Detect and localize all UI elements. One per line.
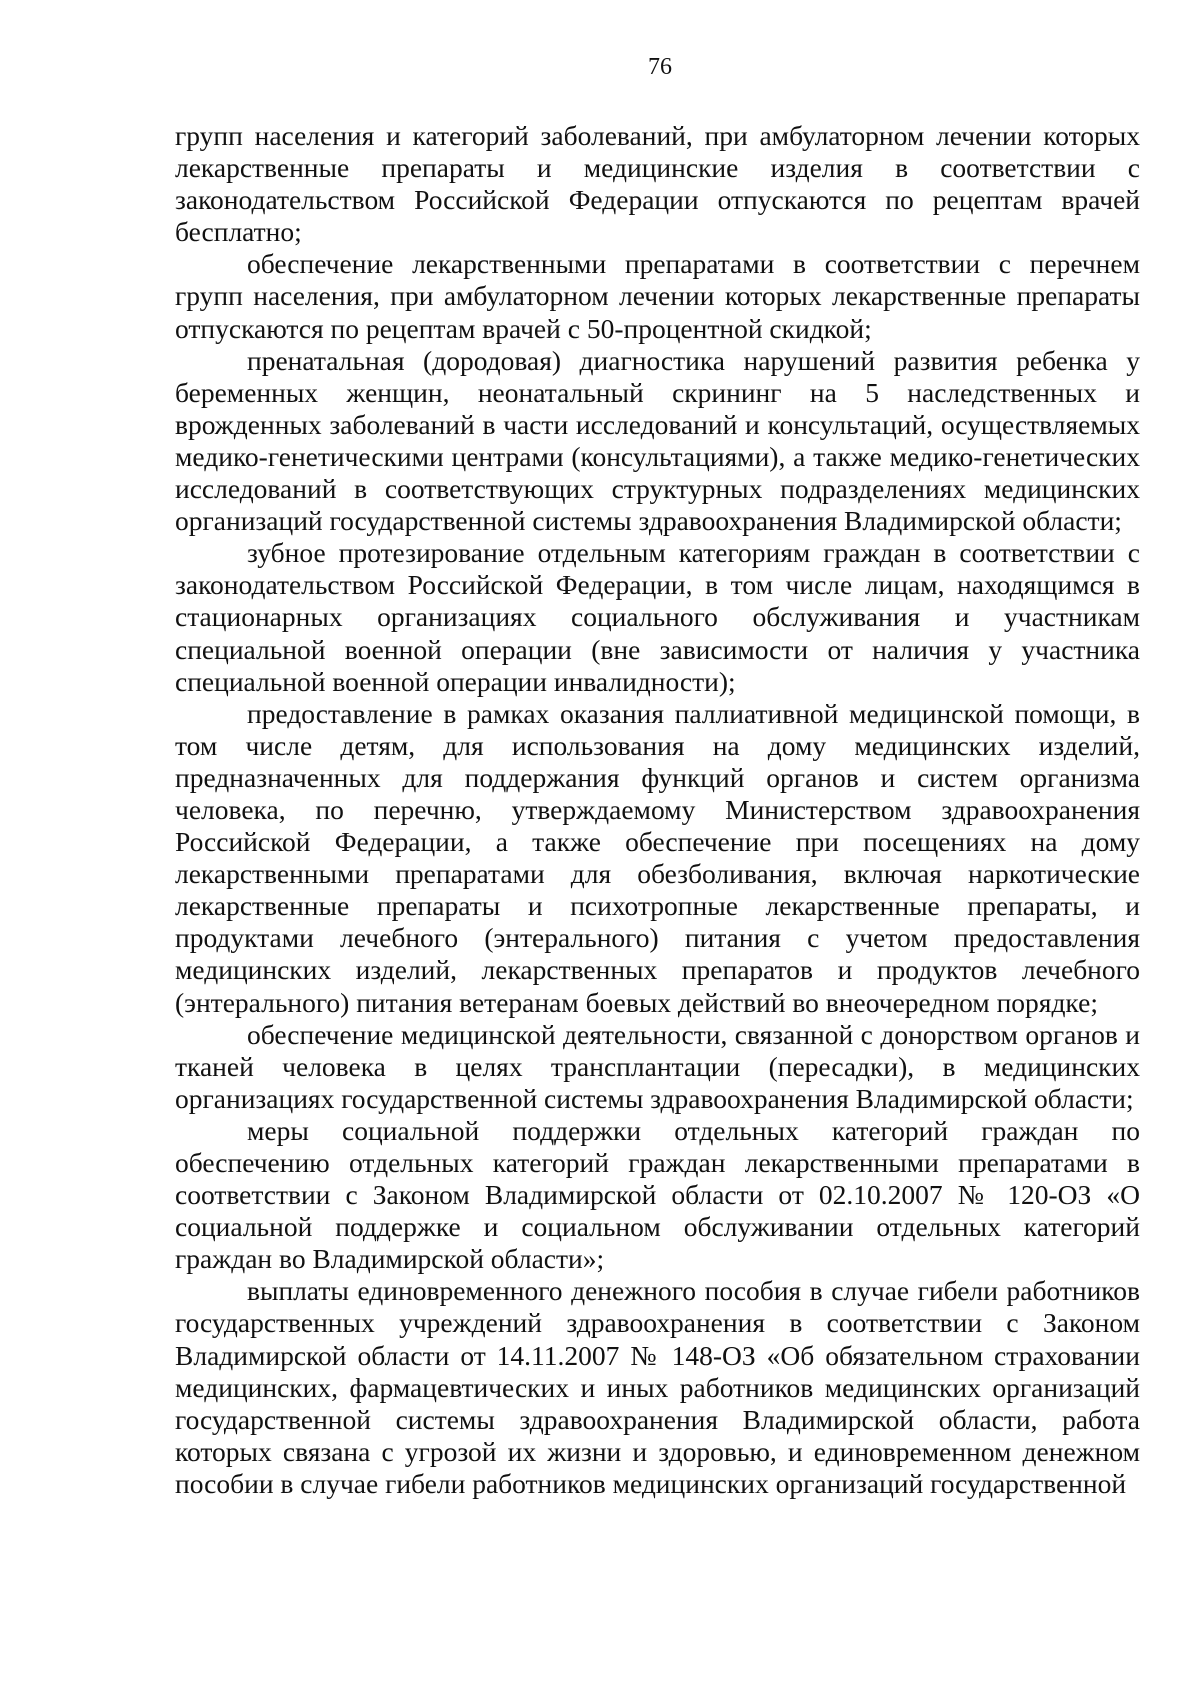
page-number: 76: [648, 54, 672, 80]
paragraph-organ-donation: обеспечение медицинской деятельности, связанной с донорством органов и тканей человека в целях трансплантации (пересадки), в медицинских организациях государственной системы здравоохранения Владимирской области;: [175, 1018, 1140, 1114]
document-body: [175, 120, 1140, 1500]
paragraph-prenatal-diagnostics: пренатальная (дородовая) диагностика нарушений развития ребенка у беременных женщин, неонатальный скрининг на 5 наследственных и врожденных заболеваний в части исследований и консультаций, осуществляемых медико-генетическими центрами (консультациями), а также медико-генетических исследований в соответствующих структурных подразделениях медицинских организаций государственной системы здравоохранения Владимирской области;: [175, 344, 1140, 537]
paragraph-discount-drugs: обеспечение лекарственными препаратами в соответствии с перечнем групп населения, при амбулаторном лечении которых лекарственные препараты отпускаются по рецептам врачей с 50-процентной скидкой;: [175, 248, 1140, 344]
paragraph-lump-sum-payments: выплаты единовременного денежного пособия в случае гибели работников государственных учреждений здравоохранения в соответствии с Законом Владимирской области от 14.11.2007 № 148-ОЗ «Об обязательном страховании медицинских, фармацевтических и иных работников медицинских организаций государственной системы здравоохранения Владимирской области, работа которых связана с угрозой их жизни и здоровью, и единовременном денежном пособии в случае гибели работников медицинских организаций государственной: [175, 1275, 1140, 1499]
paragraph-continuation: групп населения и категорий заболеваний, при амбулаторном лечении которых лекарственные препараты и медицинские изделия в соответствии с законодательством Российской Федерации отпускаются по рецептам врачей бесплатно;: [175, 120, 1140, 248]
paragraph-dental-prosthetics: зубное протезирование отдельным категориям граждан в соответствии с законодательством Российской Федерации, в том числе лицам, находящимся в стационарных организациях социального обслуживания и участникам специальной военной операции (вне зависимости от наличия у участника специальной военной операции инвалидности);: [175, 537, 1140, 697]
paragraph-social-support: меры социальной поддержки отдельных категорий граждан по обеспечению отдельных категорий граждан лекарственными препаратами в соответствии с Законом Владимирской области от 02.10.2007 № 120-ОЗ «О социальной поддержке и социальном обслуживании отдельных категорий граждан во Владимирской области»;: [175, 1114, 1140, 1275]
paragraph-palliative-care: предоставление в рамках оказания паллиативной медицинской помощи, в том числе детям, для использования на дому медицинских изделий, предназначенных для поддержания функций органов и систем организма человека, по перечню, утверждаемому Министерством здравоохранения Российской Федерации, а также обеспечение при посещениях на дому лекарственными препаратами для обезболивания, включая наркотические лекарственные препараты и психотропные лекарственные препараты, и продуктами лечебного (энтерального) питания с учетом предоставления медицинских изделий, лекарственных препаратов и продуктов лечебного (энтерального) питания ветеранам боевых действий во внеочередном порядке;: [175, 697, 1140, 1018]
